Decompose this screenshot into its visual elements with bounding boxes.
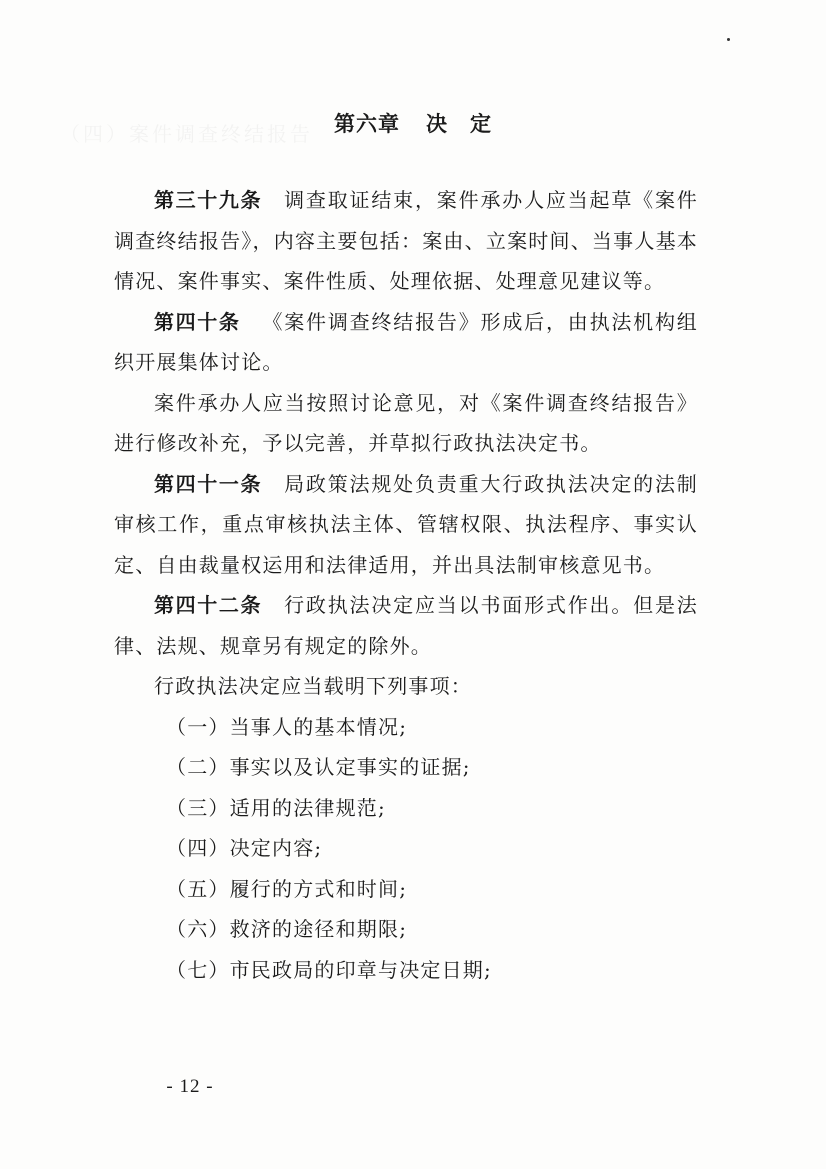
list-item: （四）决定内容; <box>166 836 323 860</box>
article-heading: 第四十二条 <box>154 593 263 617</box>
chapter-number: 第六章 <box>334 112 400 136</box>
list-item: （五）履行的方式和时间; <box>166 876 408 901</box>
article-39 <box>114 180 698 302</box>
article-heading: 第四十条 <box>154 309 241 334</box>
article-text: 调查取证结束，案件承办人应当起草《案件调查终结报告》，内容主要包括：案由、立案时间、当事人基本情况、案件事实、案件性质、处理依据、处理意见建议等。 <box>114 188 698 293</box>
article-text: 局政策法规处负责重大行政执法决定的法制审核工作，重点审核执法主体、管辖权限、执法程序、事实认定、自由裁量权运用和法律适用，并出具法制审核意见书。 <box>114 471 698 577</box>
scan-speck <box>727 38 730 41</box>
article-42-paragraph-2: 行政执法决定应当载明下列事项： <box>154 674 472 698</box>
list-item: （七）市民政局的印章与决定日期; <box>166 957 492 982</box>
chapter-heading <box>0 108 826 138</box>
list-item: （二）事实以及认定事实的证据; <box>166 755 471 779</box>
list-item: （三）适用的法律规范; <box>166 795 386 820</box>
chapter-name: 决 定 <box>426 112 492 136</box>
list-item: （六）救济的途径和期限; <box>166 917 408 941</box>
article-text: 行政执法决定应当以书面形式作出。但是法律、法规、规章另有规定的除外。 <box>114 593 698 658</box>
article-40 <box>114 302 698 383</box>
article-heading: 第四十一条 <box>154 471 263 496</box>
article-42 <box>114 585 698 666</box>
document-body <box>114 180 698 990</box>
article-41 <box>114 464 698 586</box>
article-text: 《案件调查终结报告》形成后，由执法机构组织开展集体讨论。 <box>114 309 699 374</box>
article-heading: 第三十九条 <box>154 188 263 212</box>
article-40-paragraph-2: 案件承办人应当按照讨论意见，对《案件调查终结报告》进行修改补充，予以完善，并草拟行政执法决定书。 <box>114 390 698 455</box>
page-number: - 12 - <box>166 1076 214 1097</box>
list-item: （一）当事人的基本情况; <box>166 714 408 739</box>
